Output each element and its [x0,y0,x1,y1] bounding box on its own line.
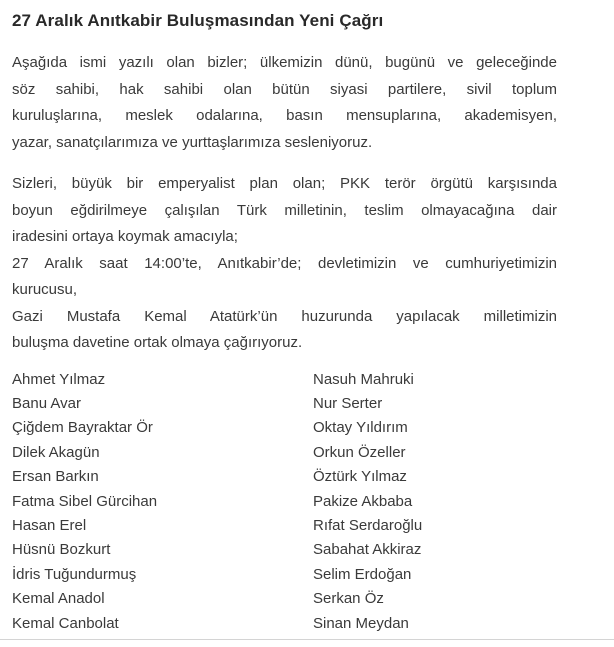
body-line: Gazi Mustafa Kemal Atatürk’ün huzurunda yapılacak milletimizin [12,307,557,325]
body-line: söz sahibi, hak sahibi olan bütün siyasi partilere, sivil toplum [12,80,557,98]
signatory-name: Nur Serter [313,394,383,412]
signatories-column-left [12,368,313,636]
signatory-name: Orkun Özeller [313,443,406,461]
signatory-name: Sinan Meydan [313,614,409,632]
body-line: kuruluşlarına, meslek odalarına, basın mensuplarına, akademisyen, [12,107,557,124]
signatory-name: Hüsnü Bozkurt [12,541,111,559]
signatory-name: Serkan Öz [313,590,384,608]
paragraph-intro [12,50,557,156]
paragraph-datetime [12,251,557,304]
body-line: 27 Aralık saat 14:00’te, Anıtkabir’de; devletimizin ve cumhuriyetimizin [12,254,557,272]
signatory-name: Rıfat Serdaroğlu [313,516,423,534]
signatory-name: Kemal Anadol [12,590,105,608]
signatory-name: Pakize Akbaba [313,492,413,510]
signatory-name: Çiğdem Bayraktar Ör [12,419,153,437]
signatory-name: Öztürk Yılmaz [313,468,407,486]
signatory-name: İdris Tuğundurmuş [12,565,137,583]
signatory-name: Kemal Canbolat [12,614,119,632]
signatories-column-right [313,368,557,636]
signatory-name: Fatma Sibel Gürcihan [12,492,158,510]
divider-line [0,639,614,640]
signatory-name: Oktay Yıldırım [313,419,408,437]
signatory-name: Dilek Akagün [12,443,100,461]
signatories-list [12,368,557,636]
signatory-name: Selim Erdoğan [313,565,412,583]
body-line: iradesini ortaya koymak amacıyla; [12,228,238,245]
signatory-name: Hasan Erel [12,516,87,534]
body-line: kurucusu, [12,281,78,298]
signatory-name: Sabahat Akkiraz [313,541,422,559]
body-line: Sizleri, büyük bir emperyalist plan olan; PKK terör örgütü karşısında [12,175,557,192]
paragraph-invitation [12,304,557,357]
signatory-name: Ahmet Yılmaz [12,370,106,388]
body-line: yazar, sanatçılarımıza ve yurttaşlarımıza sesleniyoruz. [12,133,373,151]
body-line: Aşağıda ismi yazılı olan bizler; ülkemizin dünü, bugünü ve geleceğinde [12,54,557,71]
page-title: 27 Aralık Anıtkabir Buluşmasından Yeni Çağrı [12,11,384,30]
signatory-name: Nasuh Mahruki [313,370,414,388]
paragraph-purpose [12,171,557,251]
signatory-name: Ersan Barkın [12,468,99,486]
signatory-name: Banu Avar [12,394,81,412]
body-line: buluşma davetine ortak olmaya çağırıyoruz. [12,334,303,351]
body-line: boyun eğdirilmeye çalışılan Türk milletinin, teslim olmayacağına dair [12,201,557,219]
